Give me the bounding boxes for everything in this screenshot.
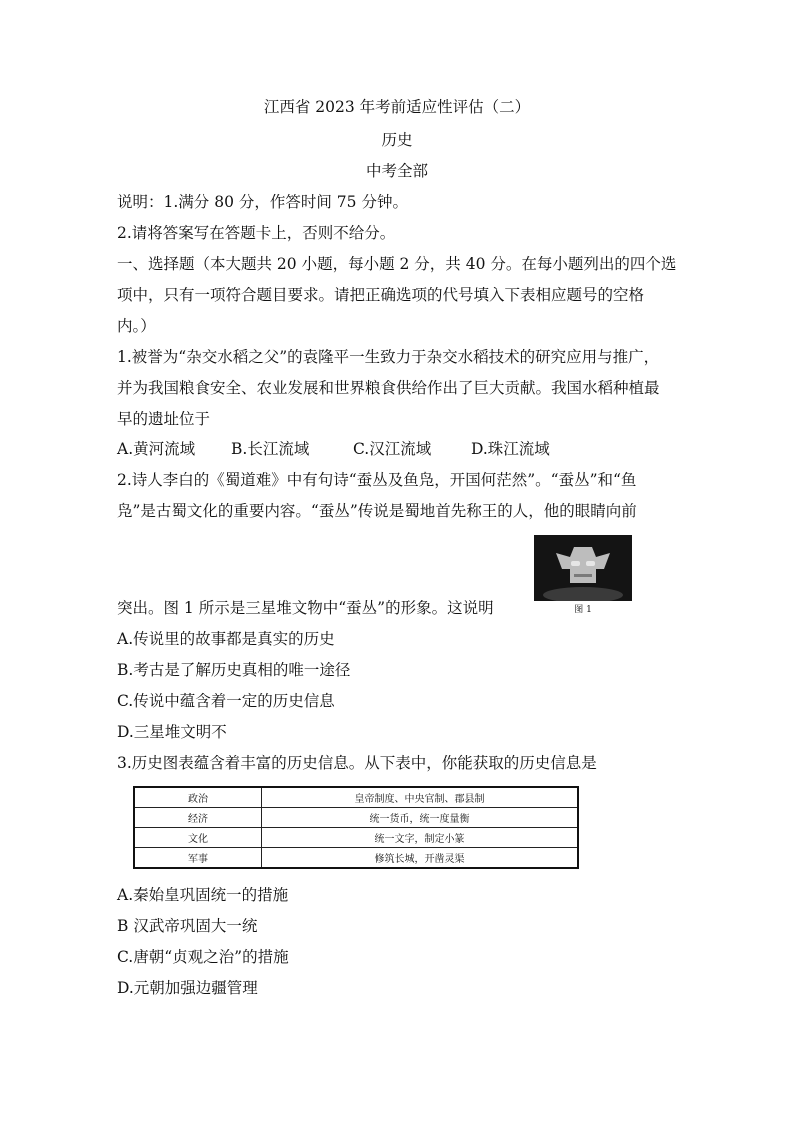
table-row [134,808,578,828]
question-3-option: C.唐朝“贞观之治”的措施 [117,948,289,966]
question-2-stem: 2.诗人李白的《蜀道难》中有句诗“蚕丛及鱼凫，开国何茫然”。“蚕丛”和“鱼 [117,471,637,489]
section-intro-line: 一、选择题（本大题共 20 小题，每小题 2 分，共 40 分。在每小题列出的四个选 [117,255,677,273]
bronze-mask-photo [534,535,632,601]
question-3-option: D.元朝加强边疆管理 [117,979,258,997]
question-1-option: D.珠江流域 [471,440,550,458]
table-cell-content: 统一文字，制定小篆 [262,828,579,848]
question-1-option: B.长江流域 [231,440,310,458]
table-row [134,787,578,808]
table-cell-content: 皇帝制度、中央官制、郡县制 [262,787,579,808]
question-1-option: A.黄河流域 [117,440,196,458]
question-2-stem: 突出。图 1 所示是三星堆文物中“蚕丛”的形象。这说明 [117,599,494,617]
question-2-option: D.三星堆文明不 [117,723,227,741]
subject-title: 历史 [381,131,413,149]
question-1-stem: 1.被誉为“杂交水稻之父”的袁隆平一生致力于杂交水稻技术的研究应用与推广， [117,348,660,366]
exam-title: 江西省 2023 年考前适应性评估（二） [263,98,531,116]
question-2-option: B.考古是了解历史真相的唯一途径 [117,661,351,679]
question-3-stem: 3.历史图表蕴含着丰富的历史信息。从下表中，你能获取的历史信息是 [117,754,597,772]
table-cell-content: 统一货币，统一度量衡 [262,808,579,828]
table-row [134,828,578,848]
section-intro-line: 项中，只有一项符合题目要求。请把正确选项的代号填入下表相应题号的空格 [117,286,645,304]
instruction-line-1: 说明：1.满分 80 分，作答时间 75 分钟。 [117,193,408,211]
question-2-stem: 凫”是古蜀文化的重要内容。“蚕丛”传说是蜀地首先称王的人，他的眼睛向前 [117,502,637,520]
table-cell-content: 修筑长城，开凿灵渠 [262,848,579,869]
table-cell-category: 经济 [134,808,262,828]
history-info-table [133,786,579,869]
exam-subtitle: 中考全部 [365,162,428,180]
instruction-line-2: 2.请将答案写在答题卡上，否则不给分。 [117,224,396,242]
question-1-stem: 并为我国粮食安全、农业发展和世界粮食供给作出了巨大贡献。我国水稻种植最 [117,379,660,397]
figure-caption: 图 1 [574,605,592,615]
table-row [134,848,578,869]
table-cell-category: 文化 [134,828,262,848]
question-1-options [117,438,550,460]
section-intro-line: 内。） [117,317,156,335]
table-cell-category: 政治 [134,787,262,808]
question-1-stem: 早的遗址位于 [117,410,211,428]
question-3-option: A.秦始皇巩固统一的措施 [117,886,289,904]
question-3-option: B 汉武帝巩固大一统 [117,917,258,935]
question-1-option: C.汉江流域 [353,440,432,458]
question-2-option: A.传说里的故事都是真实的历史 [117,630,335,648]
question-2-option: C.传说中蕴含着一定的历史信息 [117,692,335,710]
table-cell-category: 军事 [134,848,262,869]
